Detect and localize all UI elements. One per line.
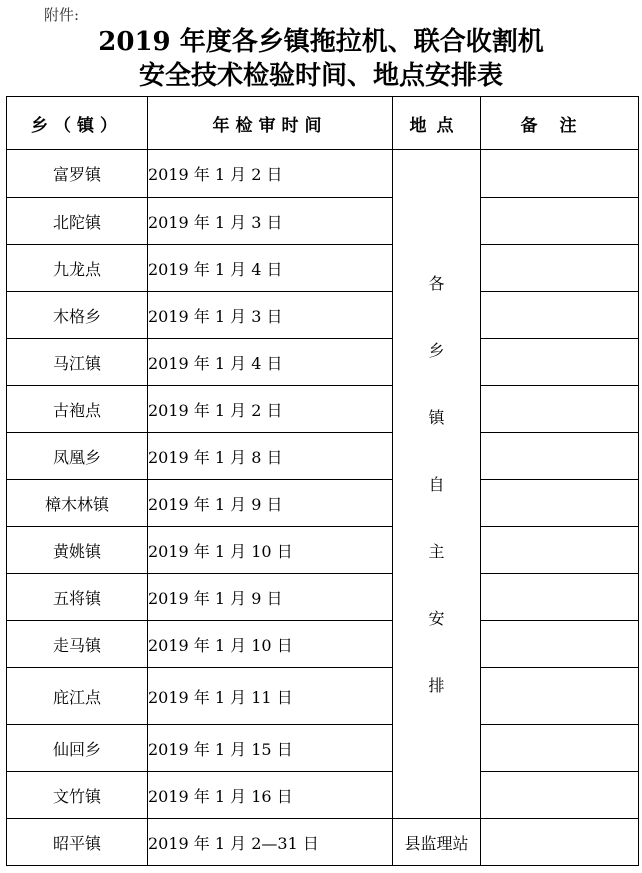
table-row xyxy=(7,386,639,433)
cell-town: 古袍点 xyxy=(7,386,148,433)
cell-note xyxy=(481,725,639,772)
cell-town: 富罗镇 xyxy=(7,150,148,198)
location-char: 镇 xyxy=(428,407,445,427)
cell-town: 黄姚镇 xyxy=(7,527,148,574)
cell-date: 2019 年 1 月 16 日 xyxy=(148,772,393,819)
cell-town: 五将镇 xyxy=(7,574,148,621)
cell-note xyxy=(481,292,639,339)
cell-town: 樟木林镇 xyxy=(7,480,148,527)
table-row xyxy=(7,574,639,621)
cell-town: 庇江点 xyxy=(7,668,148,725)
table-row xyxy=(7,725,639,772)
cell-note xyxy=(481,480,639,527)
header-note: 备注 xyxy=(481,97,639,150)
location-char: 主 xyxy=(428,541,445,561)
cell-note xyxy=(481,772,639,819)
cell-town: 仙回乡 xyxy=(7,725,148,772)
cell-date: 2019 年 1 月 8 日 xyxy=(148,433,393,480)
cell-date: 2019 年 1 月 10 日 xyxy=(148,527,393,574)
table-header-row xyxy=(7,97,639,150)
cell-note xyxy=(481,245,639,292)
cell-note xyxy=(481,819,639,866)
table-row xyxy=(7,198,639,245)
location-char: 乡 xyxy=(428,340,445,360)
table-row xyxy=(7,668,639,725)
attachment-label: 附件: xyxy=(44,6,80,24)
cell-note xyxy=(481,198,639,245)
cell-note xyxy=(481,621,639,668)
cell-date: 2019 年 1 月 3 日 xyxy=(148,198,393,245)
cell-note xyxy=(481,150,639,198)
page-title-line1: 2019 年度各乡镇拖拉机、联合收割机 xyxy=(98,27,544,57)
cell-date: 2019 年 1 月 9 日 xyxy=(148,574,393,621)
cell-location-merged xyxy=(393,150,481,819)
schedule-table xyxy=(6,96,639,866)
cell-note xyxy=(481,433,639,480)
page-title-line2: 安全技术检验时间、地点安排表 xyxy=(138,61,503,91)
cell-date: 2019 年 1 月 10 日 xyxy=(148,621,393,668)
cell-town: 九龙点 xyxy=(7,245,148,292)
location-char: 各 xyxy=(428,273,445,293)
table-row xyxy=(7,772,639,819)
table-row xyxy=(7,819,639,866)
table-row xyxy=(7,480,639,527)
table-row xyxy=(7,245,639,292)
location-char: 排 xyxy=(428,675,445,695)
table-row xyxy=(7,621,639,668)
cell-date: 2019 年 1 月 4 日 xyxy=(148,245,393,292)
header-location: 地点 xyxy=(393,97,481,150)
cell-town: 走马镇 xyxy=(7,621,148,668)
table-row xyxy=(7,433,639,480)
cell-location-last: 县监理站 xyxy=(393,819,481,866)
cell-note xyxy=(481,668,639,725)
header-time: 年检审时间 xyxy=(148,97,393,150)
cell-town: 北陀镇 xyxy=(7,198,148,245)
header-town: 乡（镇） xyxy=(7,97,148,150)
table-row xyxy=(7,527,639,574)
cell-note xyxy=(481,574,639,621)
cell-date: 2019 年 1 月 9 日 xyxy=(148,480,393,527)
cell-date: 2019 年 1 月 2 日 xyxy=(148,150,393,198)
table-row xyxy=(7,339,639,386)
cell-date: 2019 年 1 月 4 日 xyxy=(148,339,393,386)
location-char: 安 xyxy=(428,608,445,628)
cell-town: 文竹镇 xyxy=(7,772,148,819)
cell-town: 凤凰乡 xyxy=(7,433,148,480)
cell-note xyxy=(481,386,639,433)
cell-date: 2019 年 1 月 11 日 xyxy=(148,668,393,725)
table-row xyxy=(7,150,639,198)
table-row xyxy=(7,292,639,339)
cell-town: 马江镇 xyxy=(7,339,148,386)
cell-town: 木格乡 xyxy=(7,292,148,339)
cell-date: 2019 年 1 月 15 日 xyxy=(148,725,393,772)
table-body xyxy=(7,150,639,866)
cell-town: 昭平镇 xyxy=(7,819,148,866)
cell-date: 2019 年 1 月 2—31 日 xyxy=(148,819,393,866)
cell-note xyxy=(481,339,639,386)
cell-date: 2019 年 1 月 3 日 xyxy=(148,292,393,339)
location-char: 自 xyxy=(428,474,445,494)
cell-date: 2019 年 1 月 2 日 xyxy=(148,386,393,433)
cell-note xyxy=(481,527,639,574)
